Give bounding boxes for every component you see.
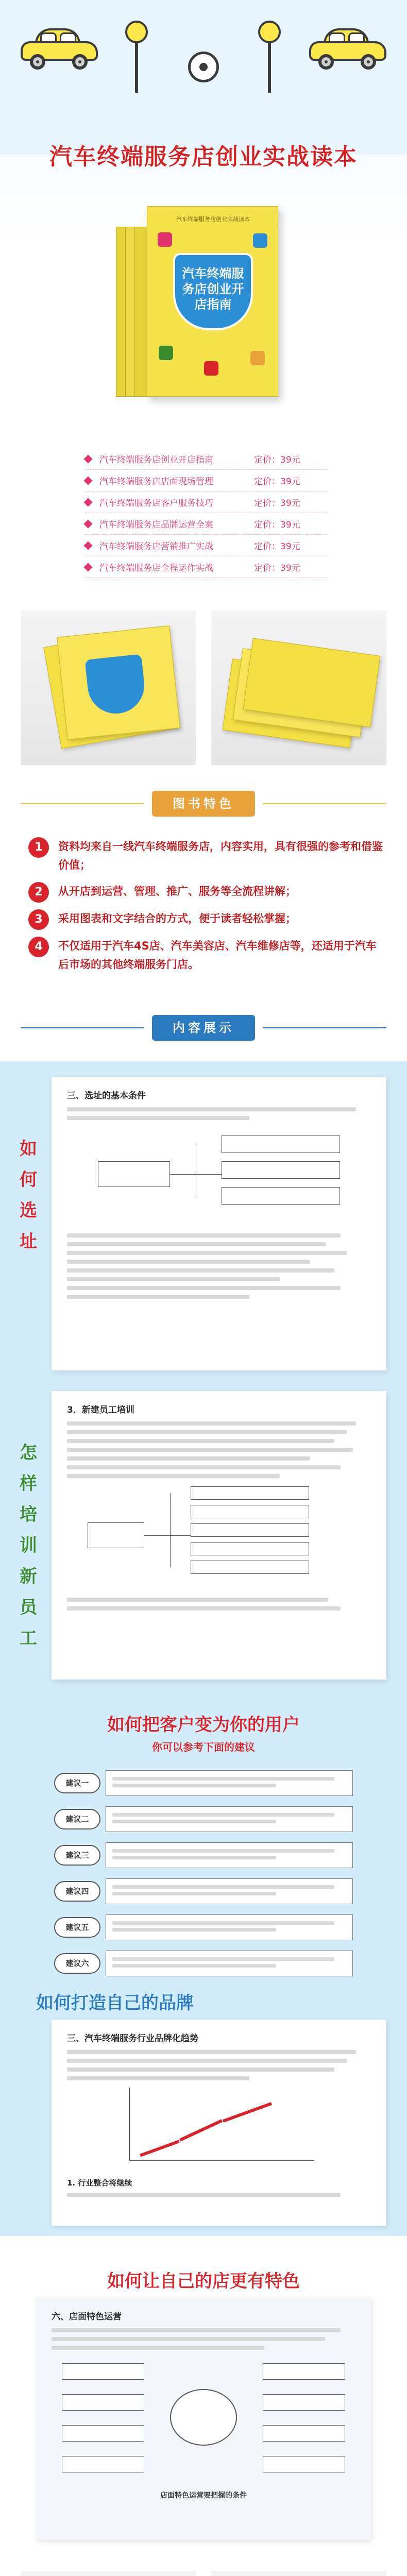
page-title: 汽车终端服务店创业实战读本	[49, 144, 358, 170]
diamond-bullet-icon	[84, 541, 93, 550]
series-item	[85, 470, 327, 492]
tip-row	[54, 1839, 353, 1871]
tip-box	[106, 1878, 353, 1904]
series-price: 定价：39元	[254, 498, 300, 509]
yellow-car-icon	[309, 28, 386, 67]
diamond-bullet-icon	[84, 476, 93, 485]
series-name: 汽车终端服务店客户服务技巧	[99, 498, 213, 509]
customer-heading: 如何把客户变为你的用户	[107, 1715, 300, 1735]
series-item	[85, 535, 327, 556]
series-item	[85, 492, 327, 513]
series-name: 汽车终端服务店营销推广实战	[99, 541, 213, 552]
brand-heading: 如何打造自己的品牌	[36, 1993, 194, 2013]
sample-page-brand	[52, 2020, 386, 2226]
diamond-bullet-icon	[84, 498, 93, 506]
feature-number: 4	[28, 937, 49, 957]
tip-row	[54, 1767, 353, 1799]
feature-text: 资料均来自一线汽车终端服务店，内容实用，具有很强的参考和借鉴价值；	[58, 840, 383, 871]
series-price: 定价：39元	[254, 541, 300, 552]
book-photo	[21, 611, 196, 765]
feature-text: 不仅适用于汽车4S店、汽车美容店、汽车维修店等，还适用于汽车后市场的其他终端服务门店。	[58, 940, 377, 971]
tip-box	[106, 1914, 353, 1940]
yellow-car-icon	[21, 28, 98, 67]
tip-row	[54, 1875, 353, 1907]
diagram-caption: 店面特色运营要把握的条件	[160, 2492, 247, 2500]
tip-tag: 建议五	[54, 1917, 100, 1938]
diamond-bullet-icon	[84, 519, 93, 528]
tip-tag: 建议三	[54, 1845, 100, 1866]
series-price: 定价：39元	[254, 563, 300, 573]
brand-trend-chart	[67, 2088, 371, 2170]
diamond-bullet-icon	[84, 563, 93, 571]
series-item	[85, 556, 327, 578]
feature-store-heading: 如何让自己的店更有特色	[107, 2271, 300, 2292]
book-open-photo	[21, 2571, 196, 2576]
tip-row	[54, 1803, 353, 1835]
series-item	[85, 448, 327, 470]
sample-page-heading: 3．新建员工培训	[67, 1405, 134, 1415]
content-section-header	[0, 1005, 407, 1051]
series-name: 汽车终端服务店品牌运营全案	[99, 520, 213, 530]
feature-text: 采用图表和文字结合的方式，便于读者轻松掌握；	[58, 912, 296, 925]
feature-item	[28, 882, 384, 903]
feature-store-diagram	[52, 2358, 355, 2482]
series-name: 汽车终端服务店创业开店指南	[99, 455, 213, 465]
road-sign-icon	[135, 36, 138, 93]
sample-page-location	[52, 1077, 386, 1370]
feature-text: 从开店到运营、管理、推广、服务等全流程讲解；	[58, 885, 296, 897]
series-list	[85, 448, 327, 578]
sample-page-heading: 六、店面特色运营	[52, 2312, 122, 2322]
sample-page-training	[52, 1391, 386, 1680]
cover-series-label: 汽车终端服务店创业实战读本	[176, 216, 250, 223]
features-section-header	[0, 781, 407, 827]
customer-subheading: 你可以参考下面的建议	[152, 1741, 255, 1753]
book-open-photo	[211, 2571, 386, 2576]
book-cover-image	[116, 206, 289, 402]
tip-row	[54, 1947, 353, 1979]
tip-box	[106, 1951, 353, 1976]
feature-number: 2	[28, 882, 49, 903]
side-label-location: 如 何 选 址	[20, 1139, 37, 1252]
road-sign-icon	[258, 21, 281, 43]
feature-item	[28, 909, 384, 930]
location-diagram	[67, 1130, 371, 1223]
series-name: 汽车终端服务店店面现场管理	[99, 477, 213, 487]
series-price: 定价：39元	[254, 477, 300, 487]
sample-page-heading: 三、选址的基本条件	[67, 1091, 146, 1101]
tip-tag: 建议一	[54, 1773, 100, 1793]
tip-box	[106, 1842, 353, 1868]
feature-item	[28, 937, 384, 974]
diamond-bullet-icon	[84, 454, 93, 463]
tip-row	[54, 1911, 353, 1943]
road-sign-icon	[268, 36, 271, 93]
series-name: 汽车终端服务店全程运作实战	[99, 563, 213, 573]
cover-main-title: 汽车终端服务店创业开店指南	[182, 266, 244, 312]
series-price: 定价：39元	[254, 520, 300, 530]
feature-number: 1	[28, 837, 49, 858]
sample-page-heading: 三、汽车终端服务行业品牌化趋势	[67, 2033, 198, 2044]
side-label-training: 怎 样 培 训 新 员 工	[20, 1443, 37, 1649]
tip-tag: 建议六	[54, 1953, 100, 1974]
series-price: 定价：39元	[254, 455, 300, 465]
tip-box	[106, 1770, 353, 1796]
road-sign-icon	[125, 21, 148, 43]
tip-tag: 建议四	[54, 1881, 100, 1902]
features-section-title: 图书特色	[152, 791, 255, 817]
book-photo	[211, 611, 386, 765]
content-section-title: 内容展示	[152, 1015, 255, 1041]
feature-item	[28, 837, 384, 874]
hero-section	[0, 0, 407, 611]
training-diagram	[67, 1486, 371, 1589]
steering-wheel-icon	[170, 52, 237, 82]
tip-box	[106, 1806, 353, 1832]
sample-page-feature-store	[36, 2298, 371, 2540]
tip-tag: 建议二	[54, 1809, 100, 1829]
brand-subsection: 1. 行业整合将继续	[67, 2178, 132, 2188]
feature-number: 3	[28, 909, 49, 930]
series-item	[85, 513, 327, 535]
